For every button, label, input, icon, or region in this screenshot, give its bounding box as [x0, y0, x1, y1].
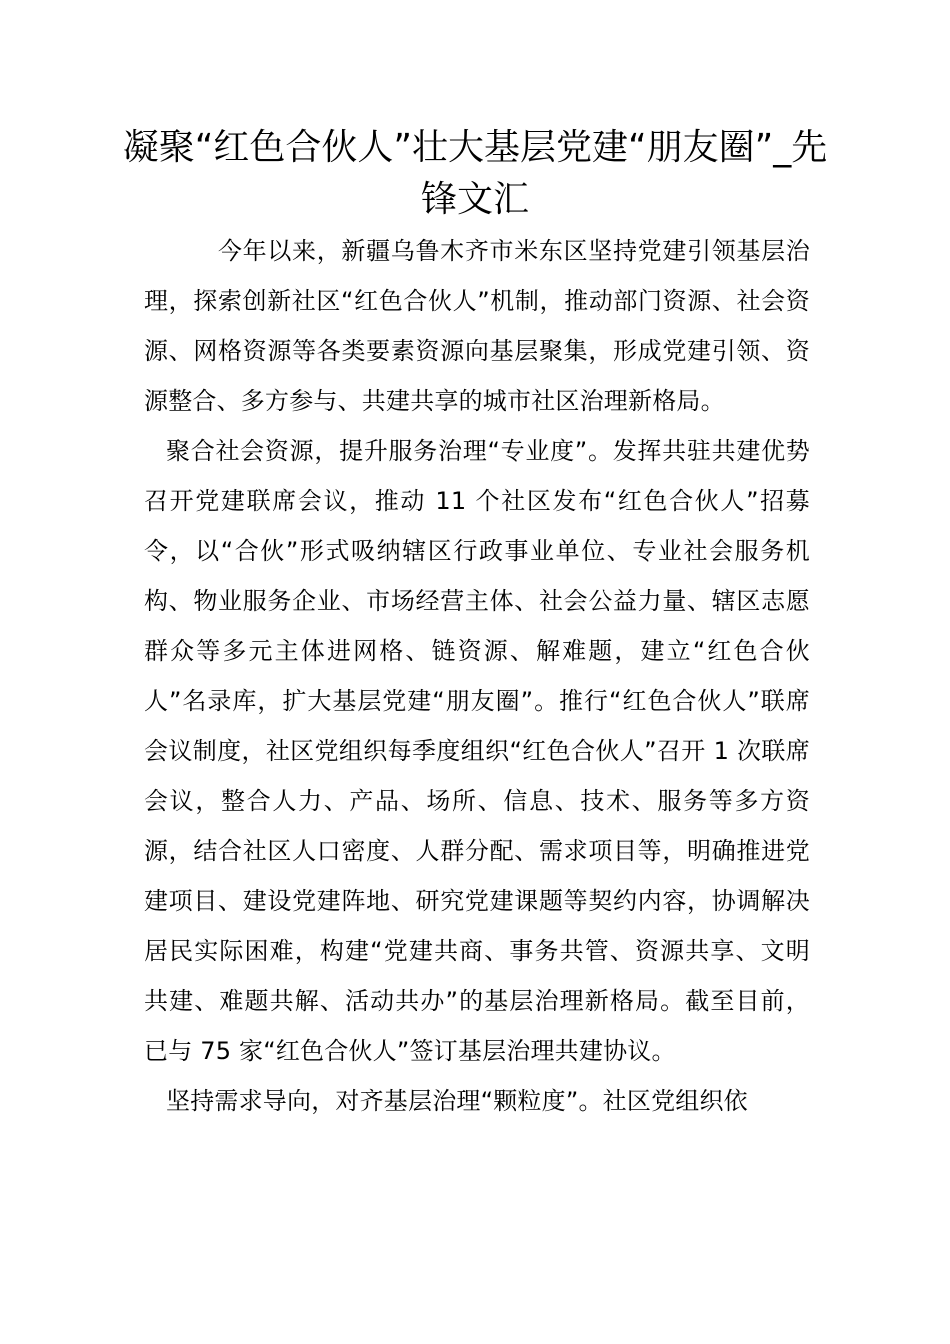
paragraph-social-resources: 聚合社会资源，提升服务治理“专业度”。发挥共驻共建优势召开党建联席会议，推动 11 个社区发布“红色合伙人”招募令，以“合伙”形式吸纳辖区行政事业单位、专业社会服务机构、物业服务企业、市场经营主体、社会公益力量、辖区志愿群众等多元主体进网格、链资源、解难题，建立“红色合伙人”名录库，扩大基层党建“朋友圈”。推行“红色合伙人”联席会议制度，社区党组织每季度组织“红色合伙人”召开 1 次联席会议，整合人力、产品、场所、信息、技术、服务等多方资源，结合社区人口密度、人群分配、需求项目等，明确推进党建项目、建设党建阵地、研究党建课题等契约内容，协调解决居民实际困难，构建“党建共商、事务共管、资源共享、文明共建、难题共解、活动共办”的基层治理新格局。截至目前，已与 75 家“红色合伙人”签订基层治理共建协议。: [144, 437, 810, 1065]
document-title: 凝聚“红色合伙人”壮大基层党建“朋友圈”_先锋文汇: [122, 127, 828, 220]
paragraph-intro: 今年以来，新疆乌鲁木齐市米东区坚持党建引领基层治理，探索创新社区“红色合伙人”机制，推动部门资源、社会资源、网格资源等各类要素资源向基层聚集，形成党建引领、资源整合、多方参与、共建共享的城市社区治理新格局。: [144, 237, 810, 415]
paragraph-demand-oriented: 坚持需求导向，对齐基层治理“颗粒度”。社区党组织依: [166, 1087, 748, 1115]
document-body: [144, 226, 810, 1126]
